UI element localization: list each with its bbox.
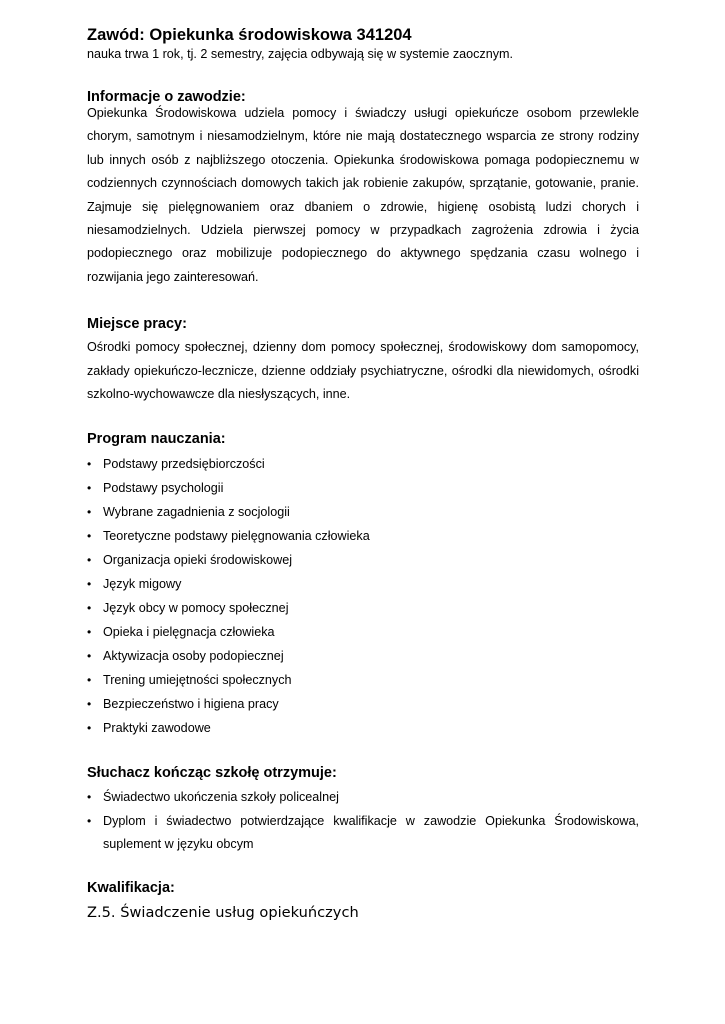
list-item: • Teoretyczne podstawy pielęgnowania człowieka	[87, 524, 639, 548]
list-item: • Bezpieczeństwo i higiena pracy	[87, 692, 639, 716]
page-subtitle: nauka trwa 1 rok, tj. 2 semestry, zajęcia odbywają się w systemie zaocznym.	[87, 47, 514, 61]
section-qualification	[87, 879, 639, 923]
qualification-heading: Kwalifikacja:	[87, 879, 175, 896]
info-heading: Informacje o zawodzie:	[87, 89, 246, 105]
list-item: • Dyplom i świadectwo potwierdzające kwalifikacje w zawodzie Opiekunka Środowiskowa, suplement w języku obcym	[87, 810, 639, 857]
list-item: • Język migowy	[87, 572, 639, 596]
document-page	[87, 24, 639, 923]
list-item: • Aktywizacja osoby podopiecznej	[87, 644, 639, 668]
qualification-text: Z.5. Świadczenie usług opiekuńczych	[87, 903, 359, 921]
section-program	[87, 430, 639, 740]
list-item: • Podstawy psychologii	[87, 476, 639, 500]
program-heading: Program nauczania:	[87, 431, 226, 448]
workplace-text: Ośrodki pomocy społecznej, dzienny dom pomocy społecznej, środowiskowy dom samopomocy, zakłady opiekuńczo-lecznicze, dzienne oddziały psychiatryczne, ośrodki dla niewidomych, ośrodki szkolno-wychowawcze dla niesłyszących, inne.	[87, 340, 639, 402]
section-info	[87, 88, 639, 289]
list-item: • Świadectwo ukończenia szkoły policealnej	[87, 786, 639, 809]
list-item: • Opieka i pielęgnacja człowieka	[87, 620, 639, 644]
workplace-heading: Miejsce pracy:	[87, 316, 187, 333]
list-item: • Podstawy przedsiębiorczości	[87, 452, 639, 476]
page-title: Zawód: Opiekunka środowiskowa 341204	[87, 26, 412, 44]
program-list	[87, 452, 639, 740]
section-graduate	[87, 764, 639, 856]
list-item: • Trening umiejętności społecznych	[87, 668, 639, 692]
section-workplace	[87, 315, 639, 406]
list-item: • Organizacja opieki środowiskowej	[87, 548, 639, 572]
list-item: • Język obcy w pomocy społecznej	[87, 596, 639, 620]
info-text: Opiekunka Środowiskowa udziela pomocy i świadczy usługi opiekuńcze osobom przewlekle chorym, samotnym i niesamodzielnym, które nie mają dostatecznego wsparcia ze strony rodziny lub innych osób z najbliższego otoczenia. Opiekunka środowiskowa pomaga podopiecznemu w codziennych czynnościach domowych takich jak robienie zakupów, sprzątanie, gotowanie, pranie. Zajmuje się pielęgnowaniem oraz dbaniem o zdrowie, higienę osobistą ludzi chorych i niesamodzielnych. Udziela pierwszej pomocy w przypadkach zagrożenia zdrowia i życia podopiecznego oraz mobilizuje podopiecznego do aktywnego spędzania czasu wolnego i rozwijania jego zainteresowań.	[87, 106, 639, 284]
list-item: • Praktyki zawodowe	[87, 716, 639, 740]
graduate-heading: Słuchacz kończąc szkołę otrzymuje:	[87, 765, 337, 782]
graduate-list	[87, 786, 639, 856]
list-item: • Wybrane zagadnienia z socjologii	[87, 500, 639, 524]
